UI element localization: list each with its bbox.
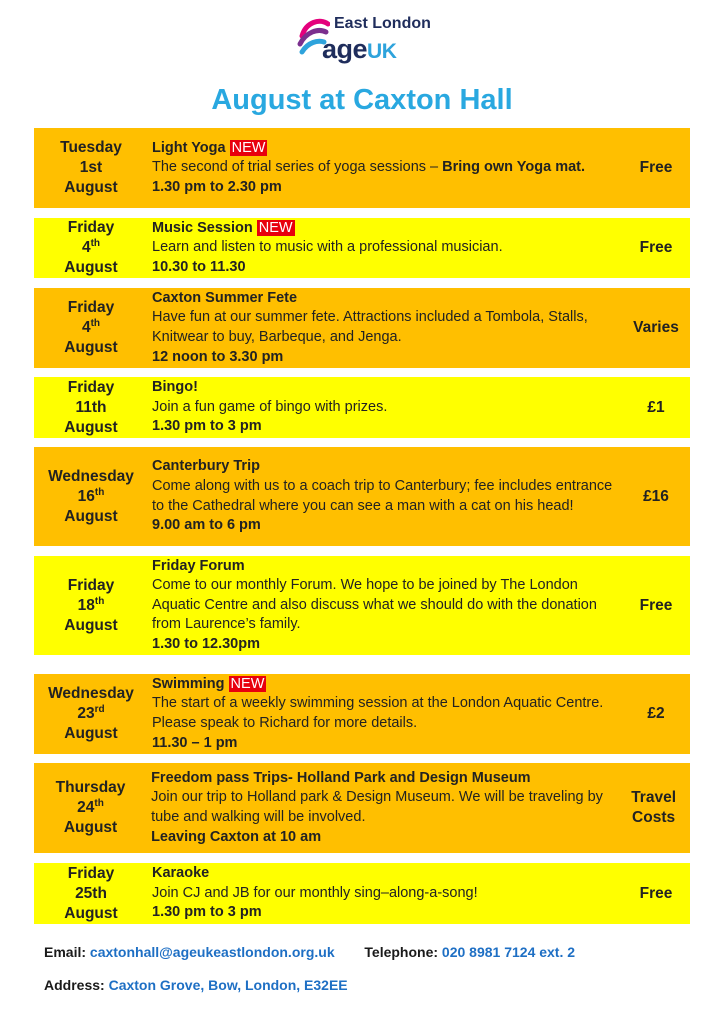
logo-brand-uk: UK (367, 40, 397, 63)
event-description (148, 139, 622, 198)
event-name: Canterbury Trip (152, 458, 260, 475)
event-date-suffix: rd (94, 703, 105, 715)
contact-line (44, 944, 575, 960)
event-day: Friday (67, 378, 115, 396)
event-row-karaoke (34, 863, 690, 924)
event-day: Thursday (55, 779, 126, 796)
event-time: 1.30 pm to 3 pm (152, 418, 262, 435)
event-cost: Free (639, 239, 673, 256)
event-description (147, 769, 617, 847)
event-date-value: 25th (75, 884, 107, 902)
event-month: August (64, 616, 118, 634)
event-name: Freedom pass Trips- Holland Park and Design Museum (151, 769, 531, 786)
event-row-freedom-pass-trip (34, 763, 690, 853)
event-date-suffix: th (94, 595, 105, 607)
event-description (148, 557, 622, 655)
event-time: 11.30 – 1 pm (152, 734, 238, 751)
event-desc-text: The start of a weekly swimming session at the London Aquatic Centre. Please speak to Richard for more details. (152, 695, 604, 731)
event-day: Wednesday (48, 685, 134, 702)
event-name: Light Yoga (152, 139, 226, 156)
event-name: Music Session (152, 219, 253, 236)
event-date-suffix: th (90, 237, 101, 249)
event-desc-text: Join our trip to Holland park & Design Museum. We will be traveling by tube and walking will be involved. (151, 789, 603, 825)
event-day: Friday (67, 576, 115, 594)
event-description (148, 457, 622, 535)
event-day: Friday (67, 219, 115, 236)
event-cost (617, 788, 690, 828)
event-row-bingo (34, 377, 690, 438)
event-time: 9.00 am to 6 pm (152, 517, 261, 534)
event-row-friday-forum (34, 556, 690, 655)
event-date-number (34, 398, 148, 418)
event-time: 10.30 to 11.30 (152, 258, 246, 275)
event-desc-text: Come to our monthly Forum. We hope to be joined by The London Aquatic Centre and also discuss what we should do with the donation from Laurence’s family. (152, 577, 597, 633)
logo-org-line: East London (334, 15, 431, 32)
event-desc-text: Learn and listen to music with a professional musician. (152, 239, 503, 256)
event-date (34, 576, 148, 636)
new-badge: NEW (231, 139, 266, 156)
address-line (44, 977, 348, 993)
event-row-summer-fete (34, 288, 690, 368)
event-date-value: 11th (75, 398, 107, 416)
event-row-swimming (34, 674, 690, 754)
event-date-value: 18 (77, 596, 95, 614)
event-cost: Free (639, 159, 673, 176)
event-month: August (64, 904, 118, 922)
event-time: 1.30 pm to 2.30 pm (152, 178, 282, 195)
event-desc-text: Join CJ and JB for our monthly sing–along-a-song! (152, 884, 478, 901)
event-description (148, 219, 622, 278)
event-description (148, 378, 622, 437)
logo-brand-main: age (322, 34, 368, 64)
event-date-value: 4 (81, 239, 91, 256)
event-description (148, 289, 622, 367)
event-cost: £16 (643, 487, 669, 505)
event-date-number (34, 798, 147, 818)
event-month: August (63, 819, 118, 836)
event-day: Friday (67, 864, 115, 882)
event-cost-value: Travel Costs (631, 789, 676, 826)
phone-label: Telephone: (364, 944, 439, 960)
event-month: August (64, 725, 118, 742)
event-name: Caxton Summer Fete (152, 289, 298, 306)
event-name: Swimming (152, 675, 225, 692)
event-day: Friday (67, 299, 115, 316)
event-desc-text: Have fun at our summer fete. Attractions included a Tombola, Stalls, Knitwear to buy, Barbeque, and Jenga. (152, 309, 588, 345)
event-cost: £1 (647, 398, 665, 416)
event-date-suffix: th (94, 486, 105, 498)
event-cost: Free (639, 596, 673, 614)
event-cost: Varies (633, 319, 679, 336)
event-date-value: 4 (81, 319, 91, 336)
event-date (34, 378, 148, 438)
event-month: August (64, 418, 118, 436)
event-date-suffix: th (90, 317, 101, 329)
event-date (34, 298, 148, 358)
event-date (34, 684, 148, 744)
event-desc-bold: Bring own Yoga mat. (442, 159, 586, 176)
event-date-value: 24 (77, 799, 95, 816)
event-month: August (64, 339, 118, 356)
event-cost: £2 (647, 705, 665, 722)
event-description (148, 864, 622, 923)
event-date-value: 1st (79, 159, 103, 176)
event-day: Wednesday (48, 467, 134, 485)
age-uk-east-london-logo (296, 12, 456, 72)
new-badge: NEW (230, 675, 265, 692)
event-day: Tuesday (60, 139, 122, 156)
event-row-light-yoga (34, 128, 690, 208)
event-date (34, 467, 148, 527)
event-date-number (34, 487, 148, 507)
event-desc-text: Come along with us to a coach trip to Canterbury; fee includes entrance to the Cathedral where you can see a man with a cat on his head! (152, 477, 613, 514)
event-cost: Free (639, 884, 673, 902)
event-date-number (34, 704, 148, 724)
logo-brand (322, 34, 396, 65)
event-row-music-session (34, 218, 690, 278)
event-time: 1.30 pm to 3 pm (152, 904, 262, 921)
new-badge: NEW (258, 219, 293, 236)
event-date-suffix: th (94, 797, 104, 809)
event-description (148, 675, 622, 753)
event-row-canterbury-trip (34, 447, 690, 546)
phone-number: 020 8981 7124 ext. 2 (441, 944, 576, 960)
address-label: Address: (44, 977, 105, 993)
event-date-number (34, 596, 148, 616)
event-month: August (64, 507, 118, 525)
event-date (34, 218, 148, 278)
page-title: August at Caxton Hall (211, 84, 513, 116)
event-month: August (64, 179, 118, 196)
email-label: Email: (44, 944, 87, 960)
event-date (34, 864, 148, 924)
event-date (34, 138, 148, 198)
event-date-number (34, 238, 148, 258)
event-date-number (34, 884, 148, 904)
event-time: Leaving Caxton at 10 am (151, 828, 322, 845)
event-date-number (34, 158, 148, 178)
event-time: 12 noon to 3.30 pm (152, 348, 284, 365)
address-value: Caxton Grove, Bow, London, E32EE (108, 977, 348, 993)
event-date-value: 16 (77, 487, 95, 505)
event-name: Friday Forum (152, 557, 245, 574)
event-desc-text: The second of trial series of yoga sessions – (152, 159, 443, 176)
event-date-number (34, 318, 148, 338)
event-name: Bingo! (152, 379, 198, 396)
event-date (34, 778, 147, 838)
email-link[interactable]: caxtonhall@ageukeastlondon.org.uk (89, 944, 335, 960)
event-month: August (64, 259, 118, 276)
event-time: 1.30 to 12.30pm (152, 635, 260, 652)
event-name: Karaoke (152, 865, 210, 882)
event-desc-text: Join a fun game of bingo with prizes. (152, 398, 388, 415)
event-date-value: 23 (77, 705, 95, 722)
